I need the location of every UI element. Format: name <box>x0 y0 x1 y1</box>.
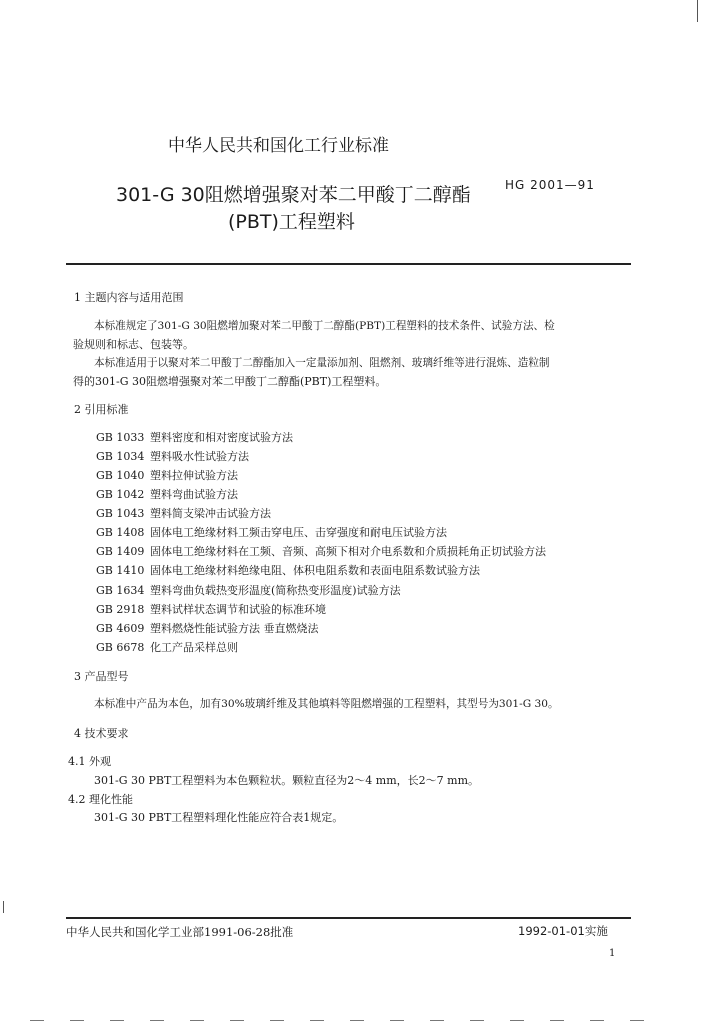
reference-list-item <box>96 507 271 520</box>
reference-title: 塑料弯曲负载热变形温度(简称热变形温度)试验方法 <box>150 584 401 597</box>
standard-title-line1: 301-G 30阻燃增强聚对苯二甲酸丁二醇酯 <box>116 184 471 206</box>
reference-code: GB 1033 <box>96 431 145 444</box>
reference-list-item <box>96 469 238 482</box>
section-4-2-text: 301-G 30 PBT工程塑料理化性能应符合表1规定。 <box>94 811 344 824</box>
reference-title: 塑料密度和相对密度试验方法 <box>150 431 293 444</box>
reference-code: GB 4609 <box>96 622 145 635</box>
section-1-para2-line1: 本标准适用于以聚对苯二甲酸丁二醇酯加入一定量添加剂、阻燃剂、玻璃纤维等进行混炼、造粒制 <box>94 357 550 369</box>
reference-title: 塑料拉伸试验方法 <box>150 469 238 482</box>
reference-title: 化工产品采样总则 <box>150 641 238 654</box>
reference-list-item <box>96 641 238 654</box>
reference-list-item <box>96 450 249 463</box>
reference-list-item <box>96 564 480 577</box>
reference-code: GB 1042 <box>96 488 145 501</box>
reference-title: 塑料弯曲试验方法 <box>150 488 238 501</box>
issuing-authority: 中华人民共和国化工行业标准 <box>168 136 389 156</box>
reference-code: GB 1409 <box>96 545 145 558</box>
section-3-paragraph: 本标准中产品为本色，加有30%玻璃纤维及其他填料等阻燃增强的工程塑料，其型号为301-G 30。 <box>94 698 559 710</box>
reference-code: GB 1634 <box>96 584 145 597</box>
reference-title: 塑料燃烧性能试验方法 垂直燃烧法 <box>150 622 319 635</box>
reference-list-item <box>96 526 447 539</box>
reference-code: GB 1034 <box>96 450 145 463</box>
reference-list-item <box>96 622 319 635</box>
scan-artifact-left-edge <box>3 901 4 913</box>
reference-code: GB 1043 <box>96 507 145 520</box>
implementation-date: 1992-01-01实施 <box>518 924 608 938</box>
section-1-para1-line2: 验规则和标志、包装等。 <box>73 338 194 351</box>
scan-artifact-bottom-edge <box>30 1020 670 1021</box>
scan-artifact-top-right <box>697 0 698 22</box>
section-4-1-heading: 4.1 外观 <box>68 755 111 768</box>
section-1-para2-line2: 得的301-G 30阻燃增强聚对苯二甲酸丁二醇酯(PBT)工程塑料。 <box>73 375 387 388</box>
section-2-heading: 2 引用标准 <box>74 403 129 416</box>
section-4-1-text: 301-G 30 PBT工程塑料为本色颗粒状。颗粒直径为2～4 mm，长2～7 mm。 <box>94 774 480 787</box>
standard-number: HG 2001—91 <box>505 178 595 192</box>
approval-date: 中华人民共和国化学工业部1991-06-28批准 <box>66 925 294 939</box>
section-3-heading: 3 产品型号 <box>74 670 129 683</box>
section-4-2-heading: 4.2 理化性能 <box>68 793 133 806</box>
reference-title: 固体电工绝缘材料绝缘电阻、体积电阻系数和表面电阻系数试验方法 <box>150 564 480 577</box>
section-1-para1-line1: 本标准规定了301-G 30阻燃增加聚对苯二甲酸丁二醇酯(PBT)工程塑料的技术条件、试验方法、检 <box>94 320 555 332</box>
reference-list-item <box>96 584 401 597</box>
standard-title-line2: (PBT)工程塑料 <box>228 211 355 233</box>
reference-title: 固体电工绝缘材料在工频、音频、高频下相对介电系数和介质损耗角正切试验方法 <box>150 545 546 558</box>
reference-title: 塑料简支梁冲击试验方法 <box>150 507 271 520</box>
reference-list-item <box>96 545 546 558</box>
reference-title: 固体电工绝缘材料工频击穿电压、击穿强度和耐电压试验方法 <box>150 526 447 539</box>
reference-list-item <box>96 431 293 444</box>
reference-list-item <box>96 488 238 501</box>
section-1-heading: 1 主题内容与适用范围 <box>74 291 184 304</box>
reference-code: GB 1040 <box>96 469 145 482</box>
reference-list-item <box>96 603 326 616</box>
footer-rule <box>66 917 631 919</box>
section-4-heading: 4 技术要求 <box>74 727 129 740</box>
reference-code: GB 2918 <box>96 603 145 616</box>
reference-title: 塑料试样状态调节和试验的标准环境 <box>150 603 326 616</box>
reference-title: 塑料吸水性试验方法 <box>150 450 249 463</box>
reference-code: GB 1410 <box>96 564 145 577</box>
header-rule <box>66 263 631 265</box>
reference-code: GB 1408 <box>96 526 145 539</box>
page-number: 1 <box>609 948 616 959</box>
reference-code: GB 6678 <box>96 641 145 654</box>
